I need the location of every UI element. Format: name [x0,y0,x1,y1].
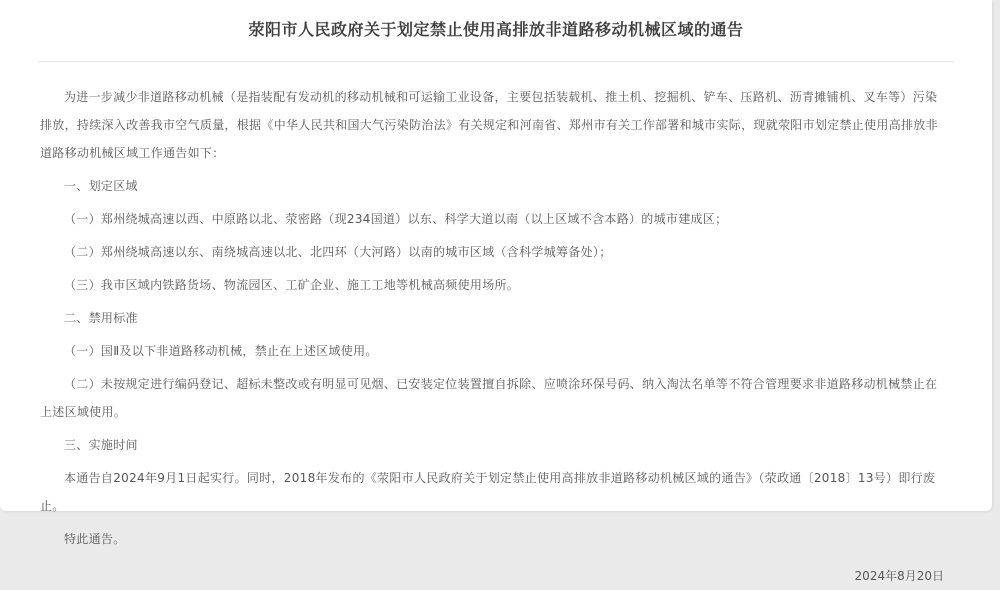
section-2-heading: 二、禁用标准 [64,311,138,325]
section-3-heading: 三、实施时间 [64,438,138,452]
section-1-item-2: （二）郑州绕城高速以东、南绕城高速以北、北四环（大河路）以南的城市区域（含科学城筹备处）； [64,245,612,259]
notice-title: 荥阳市人民政府关于划定禁止使用高排放非道路移动机械区域的通告 [248,20,744,39]
implementation-paragraph: 本通告自2024年9月1日起实行。同时，2018年发布的《荥阳市人民政府关于划定禁止使用高排放非道路移动机械区域的通告》（荥政通〔2018〕13号）即行废止。 [40,471,936,513]
closing-paragraph: 特此通告。 [64,532,126,546]
section-1-heading: 一、划定区域 [64,179,138,193]
section-2-item-1: （一）国Ⅱ及以下非道路移动机械，禁止在上述区域使用。 [64,344,378,358]
intro-paragraph: 为进一步减少非道路移动机械（是指装配有发动机的移动机械和可运输工业设备，主要包括装载机、推土机、挖掘机、铲车、压路机、沥青摊铺机、叉车等）污染排放，持续深入改善我市空气质量，根据《中华人民共和国大气污染防治法》有关规定和河南省、郑州市有关工作部署和城市实际，现就荥阳市划定禁止使用高排放非道路移动机械区域工作通告如下： [40,90,938,160]
section-2-item-2: （二）未按规定进行编码登记、超标未整改或有明显可见烟、已安装定位装置擅自拆除、应喷涂环保号码、纳入淘汰名单等不符合管理要求非道路移动机械禁止在上述区域使用。 [40,377,938,419]
section-1-item-1: （一）郑州绕城高速以西、中原路以北、荥密路（现234国道）以东、科学大道以南（以上区域不含本路）的城市建成区； [64,212,728,226]
notice-body [0,62,992,590]
notice-date: 2024年8月20日 [854,569,944,583]
section-1-item-3: （三）我市区域内铁路货场、物流园区、工矿企业、施工工地等机械高频使用场所。 [64,278,520,292]
